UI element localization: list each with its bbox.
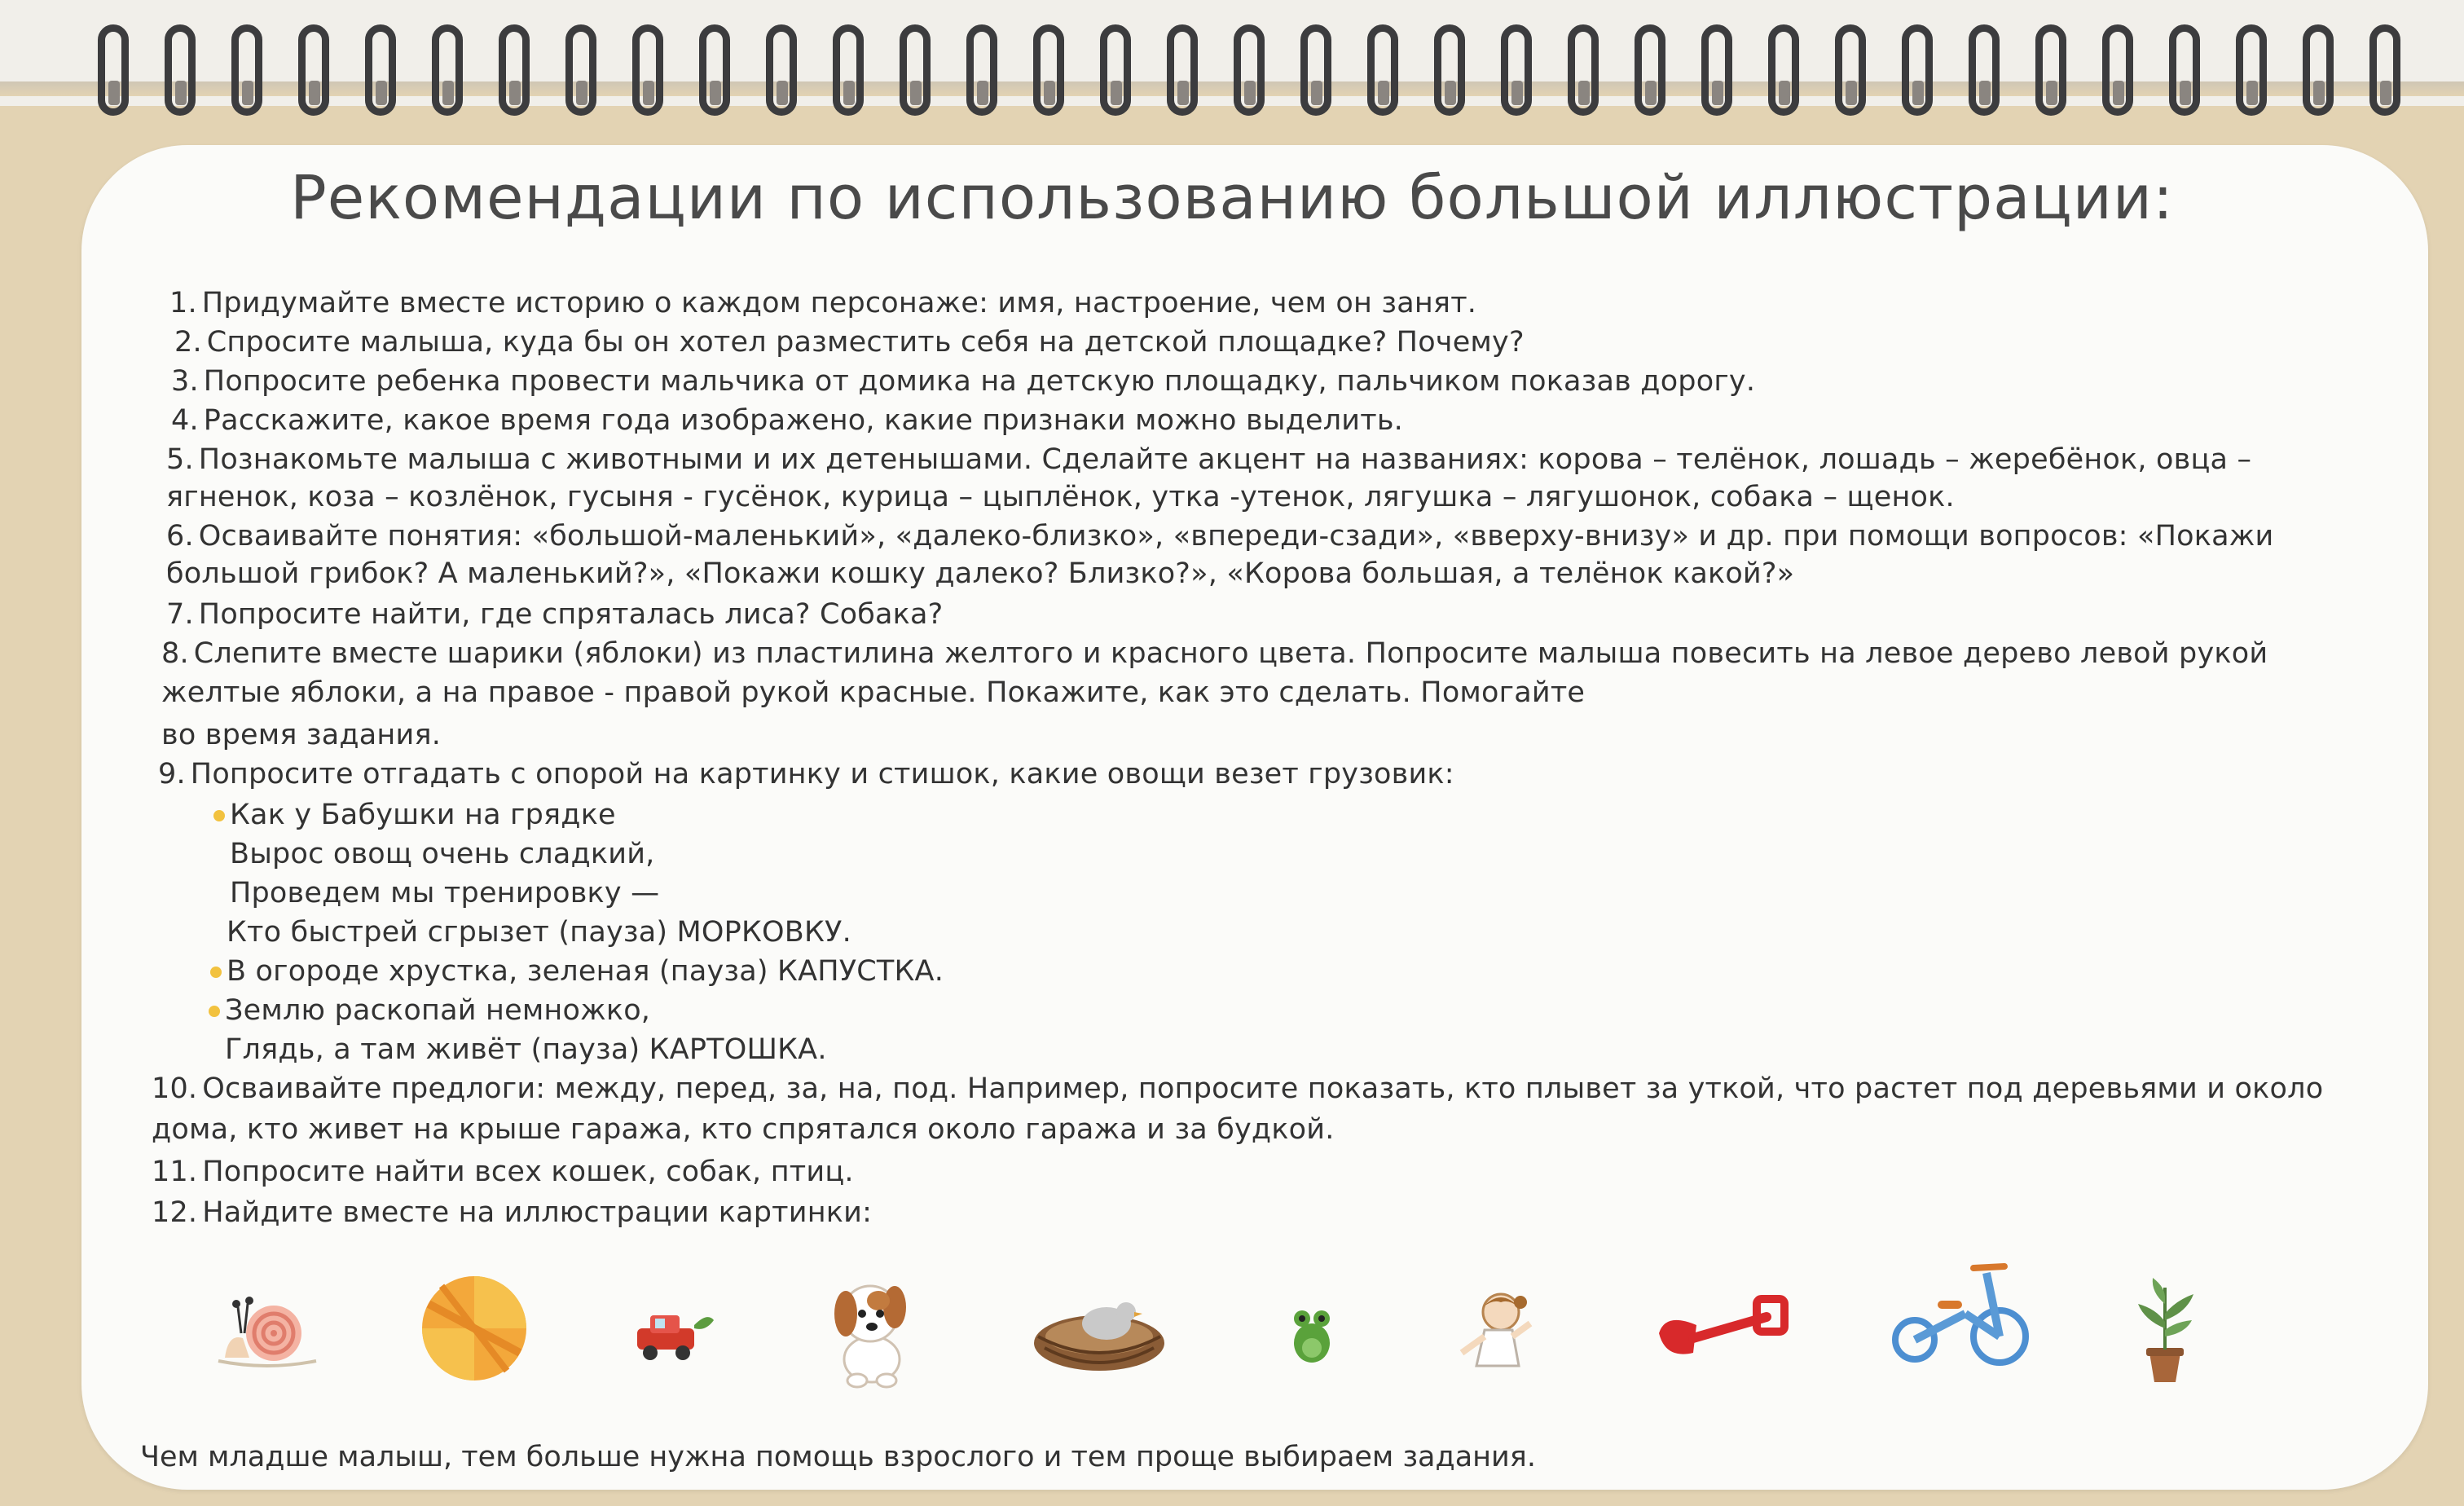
item-number-badge: 12. xyxy=(152,1196,198,1229)
list-item-text: Слепите вместе шарики (яблоки) из пластилина желтого и красного цвета. Попросите малыша повесить на левое дерево левой рукой xyxy=(193,637,2268,670)
item-number-badge: 1. xyxy=(169,287,197,319)
list-item-11 xyxy=(152,1156,854,1188)
list-item-text: Осваивайте понятия: «большой-маленький», «далеко-близко», «впереди-сзади», «вверху-внизу» и др. при помощи вопросов: «Покажи xyxy=(198,520,2274,553)
list-item-text: Осваивайте предлоги: между, перед, за, на, под. Например, попросите показать, кто плывет за уткой, что растет под деревьями и около xyxy=(202,1072,2324,1105)
bullet-dot-icon xyxy=(213,810,225,821)
list-item-9 xyxy=(158,758,1454,790)
item-number-badge: 3. xyxy=(171,365,199,398)
list-item-1 xyxy=(169,287,1476,319)
list-item-3 xyxy=(171,365,1755,398)
list-item-10-continued: дома, кто живет на крыше гаража, кто спрятался около гаража и за будкой. xyxy=(152,1113,1335,1146)
list-item-4 xyxy=(171,404,1403,437)
item-number-badge: 10. xyxy=(152,1072,198,1105)
list-item-5 xyxy=(166,443,2251,476)
potted-plant-icon xyxy=(2128,1271,2202,1385)
ball-icon xyxy=(417,1271,531,1385)
item-number-badge: 4. xyxy=(171,404,199,437)
poem-line: В огороде хрустка, зеленая (пауза) КАПУСТКА. xyxy=(210,955,944,988)
item-number-badge: 9. xyxy=(158,758,186,790)
bird-nest-icon xyxy=(1030,1288,1168,1377)
poem-line: Кто быстрей сгрызет (пауза) МОРКОВКУ. xyxy=(227,916,851,949)
list-item-text: Спросите малыша, куда бы он хотел разместить себя на детской площадке? Почему? xyxy=(206,326,1525,359)
item-number-badge: 7. xyxy=(166,598,194,631)
list-item-5-continued: ягненок, коза – козлёнок, гусыня - гусёнок, курица – цыплёнок, утка -утенок, лягушка – лягушонок, собака – щенок. xyxy=(166,481,1955,513)
item-number-badge: 8. xyxy=(161,637,189,670)
item-number-badge: 5. xyxy=(166,443,194,476)
poem-line: Вырос овощ очень сладкий, xyxy=(230,838,655,870)
bullet-dot-icon xyxy=(210,967,222,978)
list-item-text: Найдите вместе на иллюстрации картинки: xyxy=(202,1196,873,1229)
list-item-text: Придумайте вместе историю о каждом персонаже: имя, настроение, чем он занят. xyxy=(201,287,1477,319)
doll-icon xyxy=(1455,1284,1537,1382)
poem-line: Проведем мы тренировку — xyxy=(230,877,660,909)
list-item-2 xyxy=(174,326,1525,359)
poem-line: Как у Бабушки на грядке xyxy=(213,799,616,831)
list-item-text: Попросите найти, где спряталась лиса? Собака? xyxy=(198,598,944,631)
list-item-8-continued: желтые яблоки, а на правое - правой рукой красные. Покажите, как это сделать. Помогайте xyxy=(161,676,1586,709)
list-item-12 xyxy=(152,1196,872,1229)
list-item-text: Познакомьте малыша с животными и их детенышами. Сделайте акцент на названиях: корова – телёнок, лошадь – жеребёнок, овца – xyxy=(198,443,2252,476)
frog-icon xyxy=(1287,1301,1336,1366)
snail-icon xyxy=(210,1279,324,1377)
item-number-badge: 11. xyxy=(152,1156,198,1188)
bullet-dot-icon xyxy=(209,1006,220,1017)
list-item-text: Попросите отгадать с опорой на картинку и стишок, какие овощи везет грузовик: xyxy=(190,758,1454,790)
list-item-6-continued: большой грибок? А маленький?», «Покажи кошку далеко? Близко?», «Корова большая, а телёнок какой?» xyxy=(166,557,1795,590)
footer-note: Чем младше малыш, тем больше нужна помощь взрослого и тем проще выбираем задания. xyxy=(140,1441,1536,1473)
list-item-8 xyxy=(161,637,2268,670)
list-item-7 xyxy=(166,598,943,631)
list-item-10 xyxy=(152,1072,2323,1105)
item-number-badge: 6. xyxy=(166,520,194,553)
list-item-text: Попросите найти всех кошек, собак, птиц. xyxy=(202,1156,854,1188)
list-item-text: Попросите ребенка провести мальчика от домика на детскую площадку, пальчиком показав дорогу. xyxy=(203,365,1756,398)
puppy-icon xyxy=(821,1268,919,1390)
toy-car-icon xyxy=(629,1304,719,1369)
shovel-icon xyxy=(1654,1292,1793,1366)
page-title: Рекомендации по использованию большой иллюстрации: xyxy=(290,163,2174,233)
tricycle-icon xyxy=(1884,1255,2031,1377)
list-item-6 xyxy=(166,520,2273,553)
picture-row xyxy=(0,1255,2464,1402)
list-item-8-continued: во время задания. xyxy=(161,719,442,751)
list-item-text: Расскажите, какое время года изображено, какие признаки можно выделить. xyxy=(203,404,1403,437)
poem-line: Глядь, а там живёт (пауза) КАРТОШКА. xyxy=(225,1033,827,1066)
poem-line: Землю раскопай немножко, xyxy=(209,994,650,1027)
item-number-badge: 2. xyxy=(174,326,202,359)
